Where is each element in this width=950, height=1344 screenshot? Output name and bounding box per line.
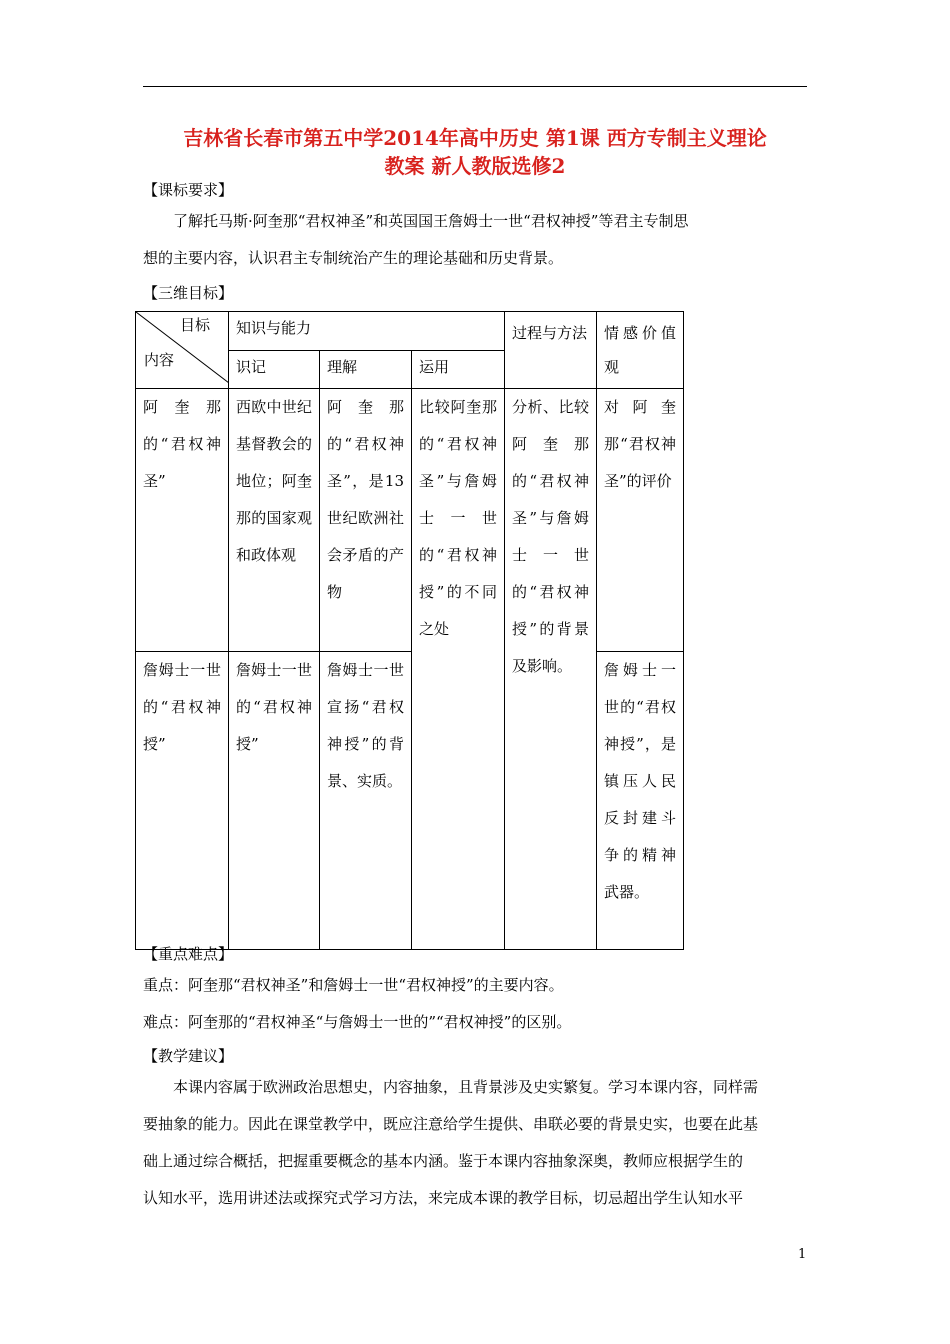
header-understand: 理解: [320, 350, 412, 389]
title-line-1: 吉林省长春市第五中学2014年高中历史 第1课 西方专制主义理论: [183, 126, 767, 150]
header-rule: [143, 86, 807, 87]
table-corner-header: [136, 312, 229, 389]
teaching-line-3: 础上通过综合概括，把握重要概念的基本内涵。鉴于本课内容抽象深奥，教师应根据学生的: [143, 1152, 744, 1170]
teaching-paragraph: [143, 1069, 807, 1217]
keypoints-block: [143, 967, 807, 1041]
header-knowledge-ability: 知识与能力: [229, 312, 505, 351]
section-heading-teaching: 【教学建议】: [143, 1047, 234, 1065]
teaching-line-4: 认知水平，选用讲述法或探究式学习方法，来完成本课的教学目标，切忌超出学生认知水平: [143, 1189, 744, 1207]
row2-emotion: 詹姆士一世的“君权神授”，是镇压人民反封建斗争的精神武器。: [597, 652, 684, 950]
row1-understand: 阿奎那的“君权神圣”，是13世纪欧洲社会矛盾的产物: [320, 389, 412, 652]
row2-understand: 詹姆士一世宣扬“君权神授”的背景、实质。: [320, 652, 412, 950]
standards-line-2: 想的主要内容，认识君主专制统治产生的理论基础和历史背景。: [143, 249, 564, 267]
keypoint-focus: 重点：阿奎那“君权神圣”和詹姆士一世“君权神授”的主要内容。: [143, 976, 564, 994]
standards-paragraph: [143, 203, 807, 277]
row2-recall: 詹姆士一世的“君权神授”: [229, 652, 320, 950]
goals-table: [135, 311, 684, 950]
teaching-line-1: 本课内容属于欧洲政治思想史，内容抽象，且背景涉及史实繁复。学习本课内容，同样需: [173, 1078, 759, 1096]
page-number: 1: [798, 1247, 807, 1262]
teaching-line-2: 要抽象的能力。因此在课堂教学中，既应注意给学生提供、串联必要的背景史实，也要在此基: [143, 1115, 759, 1133]
header-apply: 运用: [412, 350, 505, 389]
standards-line-1: 了解托马斯·阿奎那“君权神圣”和英国国王詹姆士一世“君权神授”等君主专制思: [173, 212, 689, 230]
row1-recall: 西欧中世纪基督教会的地位；阿奎那的国家观和政体观: [229, 389, 320, 652]
section-heading-goals: 【三维目标】: [143, 284, 234, 302]
header-recall: 识记: [229, 350, 320, 389]
corner-target-label: 目标: [179, 316, 210, 334]
apply-merged-cell: 比较阿奎那的“君权神圣”与詹姆士一世的“君权神授”的不同之处: [412, 389, 505, 950]
document-title: [143, 124, 807, 180]
corner-content-label: 内容: [144, 351, 175, 369]
header-process-method: 过程与方法: [505, 312, 597, 389]
title-line-2: 教案 新人教版选修2: [384, 154, 566, 178]
keypoint-difficulty: 难点：阿奎那的“君权神圣“与詹姆士一世的”“君权神授”的区别。: [143, 1013, 572, 1031]
process-merged-cell: 分析、比较阿奎那的“君权神圣”与詹姆士一世的“君权神授”的背景及影响。: [505, 389, 597, 950]
section-heading-standards: 【课标要求】: [143, 181, 234, 199]
row2-content: 詹姆士一世的“君权神授”: [136, 652, 229, 950]
header-emotion-values: 情感价值观: [597, 312, 684, 389]
row1-content: 阿奎那的“君权神圣”: [136, 389, 229, 652]
section-heading-keypoints: 【重点难点】: [143, 945, 234, 963]
row1-emotion: 对阿奎那“君权神圣”的评价: [597, 389, 684, 652]
